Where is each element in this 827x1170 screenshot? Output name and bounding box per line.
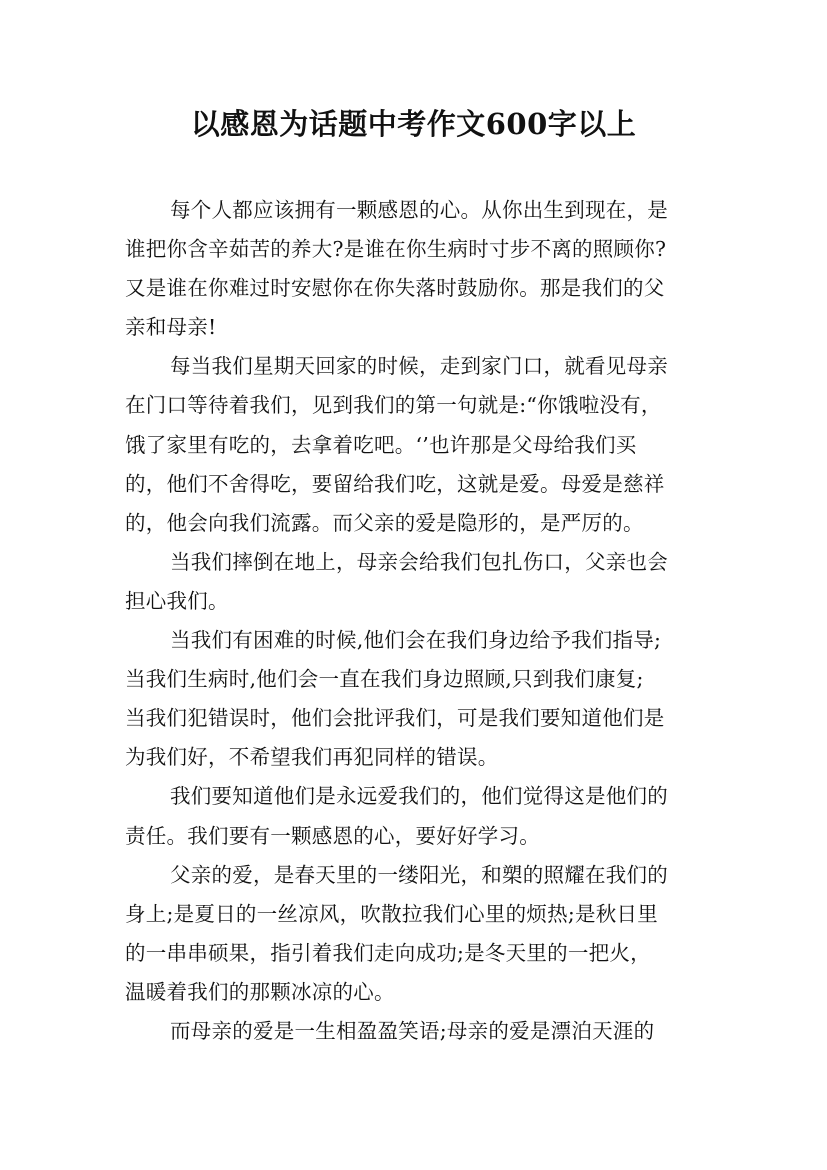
text-line-16: 我们要知道他们是永远爱我们的，他们觉得这是他们的 [170, 784, 668, 809]
text-line-9: 的，他会向我们流露。而父亲的爱是隐形的，是严厉的。 [125, 510, 644, 535]
text-line-12: 当我们有困难的时候,他们会在我们身边给予我们指导; [170, 628, 662, 653]
text-line-17: 责任。我们要有一颗感恩的心，要好好学习。 [125, 823, 540, 848]
text-line-7: 饿了家里有吃的，去拿着吃吧。‘’也许那是父母给我们买 [125, 432, 637, 457]
text-line-3: 又是谁在你难过时安慰你在你失落时鼓励你。那是我们的父 [125, 276, 665, 301]
text-line-13: 当我们生病时,他们会一直在我们身边照顾,只到我们康复; [125, 667, 644, 692]
text-line-15: 为我们好，不希望我们再犯同样的错误。 [125, 745, 499, 770]
text-line-2: 谁把你含辛茹苦的养大?是谁在你生病时寸步不离的照顾你? [125, 237, 667, 262]
text-line-14: 当我们犯错误时，他们会批评我们，可是我们要知道他们是 [125, 706, 665, 731]
text-line-19: 身上;是夏日的一丝凉风，吹散拉我们心里的烦热;是秋日里 [125, 901, 659, 926]
text-line-4: 亲和母亲! [125, 315, 217, 340]
text-line-1: 每个人都应该拥有一颗感恩的心。从你出生到现在，是 [170, 198, 668, 222]
text-line-6: 在门口等待着我们，见到我们的第一句就是:“你饿啦没有， [125, 393, 662, 418]
text-line-22: 而母亲的爱是一生相盈盈笑语;母亲的爱是漂泊天涯的 [170, 1018, 655, 1043]
document-title: 以感恩为话题中考作文600字以上 [190, 107, 637, 141]
text-line-11: 担心我们。 [125, 588, 229, 613]
text-line-8: 的，他们不舍得吃，要留给我们吃，这就是爱。母爱是慈祥 [125, 471, 665, 496]
text-line-21: 温暖着我们的那颗冰凉的心。 [125, 979, 395, 1004]
text-line-20: 的一串串硕果，指引着我们走向成功;是冬天里的一把火， [125, 940, 651, 965]
text-line-18: 父亲的爱，是春天里的一缕阳光，和槊的照耀在我们的 [170, 862, 668, 887]
text-line-10: 当我们摔倒在地上，母亲会给我们包扎伤口，父亲也会 [170, 549, 668, 574]
document-body [125, 191, 705, 1051]
text-line-5: 每当我们星期天回家的时候，走到家门口，就看见母亲 [170, 354, 668, 379]
